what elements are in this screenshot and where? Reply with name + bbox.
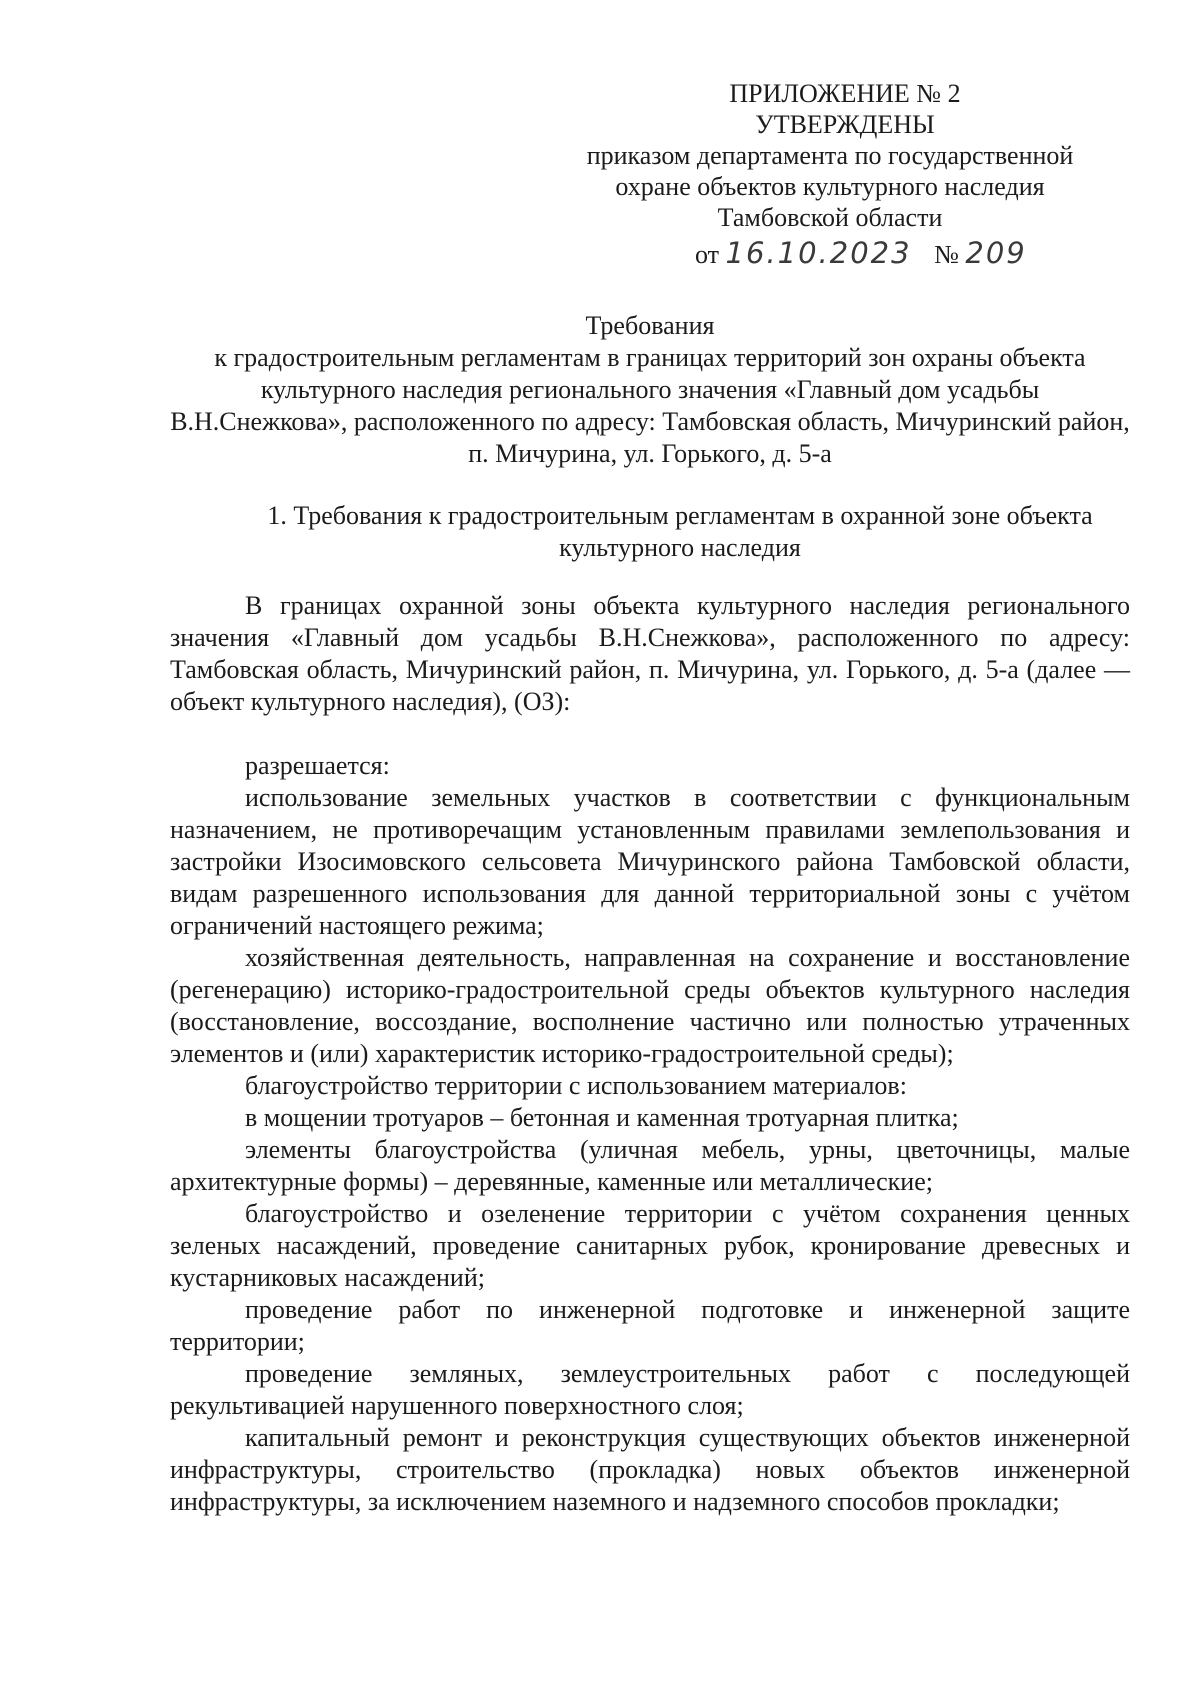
date-prefix: от	[695, 240, 720, 269]
approved-label: УТВЕРЖДЕНЫ	[755, 110, 935, 139]
order-line-3: Тамбовской области	[717, 203, 943, 232]
title-subtitle: к градостроительным регламентам в границах территорий зон охраны объекта культурного наследия регионального значения «Главный дом усадьбы В.Н.Снежкова», расположенного по адресу: Тамбовская область, Мичуринский район, п. Мичурина, ул. Горького, д. 5-а	[170, 343, 1130, 468]
handwritten-date: 16.10.2023	[725, 236, 912, 270]
order-line-2: охране объектов культурного наследия	[615, 172, 1045, 201]
list-item: проведение работ по инженерной подготовке и инженерной защите территории;	[170, 1295, 1130, 1356]
list-item: проведение земляных, землеустроительных работ с последующей рекультивацией нарушенного поверхностного слоя;	[170, 1359, 1130, 1420]
title-heading: Требования	[585, 311, 715, 340]
list-item: капитальный ремонт и реконструкция существующих объектов инженерной инфраструктуры, строительство (прокладка) новых объектов инженерной инфраструктуры, за исключением наземного и надземного способов прокладки;	[170, 1423, 1130, 1516]
appendix-number: ПРИЛОЖЕНИЕ № 2	[729, 79, 961, 108]
approval-header	[540, 78, 1120, 233]
list-item: использование земельных участков в соответствии с функциональным назначением, не противоречащим установленным правилами землепользования и застройки Изосимовского сельсовета Мичуринского района Тамбовской области, видам разрешенного использования для данной территориальной зоны с учётом ограничений настоящего режима;	[170, 783, 1130, 940]
number-sign: №	[934, 240, 959, 269]
allowed-label: разрешается:	[245, 751, 390, 780]
document-title	[170, 310, 1130, 470]
section-title: 1. Требования к градостроительным регламентам в охранной зоне объекта культурного наследия	[267, 501, 1093, 562]
document-body	[170, 590, 1130, 1518]
list-item: благоустройство и озеленение территории с учётом сохранения ценных зеленых насаждений, проведение санитарных рубок, кронирование древесных и кустарниковых насаждений;	[170, 1199, 1130, 1292]
order-date-line	[695, 236, 1027, 270]
list-item: элементы благоустройства (уличная мебель, урны, цветочницы, малые архитектурные формы) – деревянные, каменные или металлические;	[170, 1135, 1130, 1196]
intro-paragraph: В границах охранной зоны объекта культурного наследия регионального значения «Главный дом усадьбы В.Н.Снежкова», расположенного по адресу: Тамбовская область, Мичуринский район, п. Мичурина, ул. Горького, д. 5-а (далее — объект культурного наследия), (ОЗ):	[170, 591, 1130, 716]
handwritten-number: 209	[965, 236, 1027, 270]
list-item: хозяйственная деятельность, направленная на сохранение и восстановление (регенерацию) историко-градостроительной среды объектов культурного наследия (восстановление, воссоздание, восполнение частично или полностью утраченных элементов и (или) характеристик историко-градостроительной среды);	[170, 943, 1130, 1068]
list-item: благоустройство территории с использованием материалов:	[245, 1071, 907, 1100]
list-item: в мощении тротуаров – бетонная и каменная тротуарная плитка;	[245, 1103, 959, 1132]
order-line-1: приказом департамента по государственной	[586, 141, 1074, 170]
